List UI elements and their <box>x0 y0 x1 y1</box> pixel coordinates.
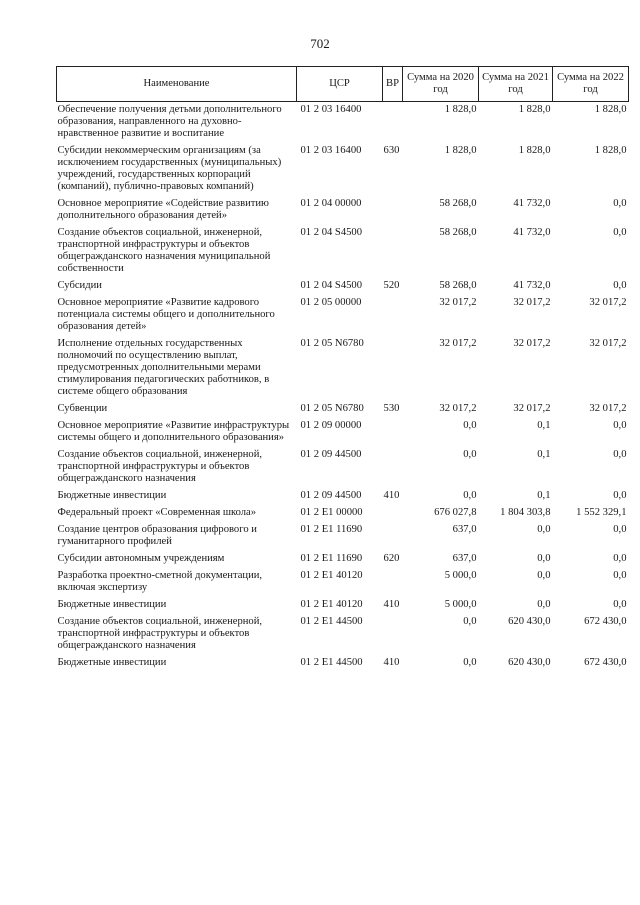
row-sum-2020: 676 027,8 <box>434 507 477 518</box>
row-sum-2022: 0,0 <box>613 524 627 535</box>
row-sum-2020: 5 000,0 <box>444 599 477 610</box>
row-csr: 01 2 09 44500 <box>300 449 362 460</box>
row-csr: 01 2 E1 11690 <box>300 524 363 535</box>
row-sum-2022: 0,0 <box>613 570 627 581</box>
row-sum-2021: 41 732,0 <box>513 227 551 238</box>
table-row <box>57 447 629 488</box>
row-sum-2022: 0,0 <box>613 280 627 291</box>
col-header-2020: Сумма на 2020 год <box>403 67 479 102</box>
table-row <box>57 401 629 418</box>
row-sum-2022: 0,0 <box>613 490 627 501</box>
row-name: Создание объектов социальной, инженерной, транспортной инфраструктуры и объектов общегражданского назначения <box>57 616 263 651</box>
row-name: Субсидии автономным учреждениям <box>57 553 225 564</box>
row-csr: 01 2 05 N6780 <box>300 403 364 414</box>
row-vr <box>383 225 403 278</box>
row-sum-2020: 637,0 <box>452 524 477 535</box>
row-sum-2020: 637,0 <box>452 553 477 564</box>
row-csr: 01 2 E1 00000 <box>300 507 363 518</box>
row-sum-2021: 0,1 <box>537 420 551 431</box>
row-csr: 01 2 E1 44500 <box>300 657 363 668</box>
col-header-2022: Сумма на 2022 год <box>553 67 629 102</box>
row-csr: 01 2 09 00000 <box>300 420 362 431</box>
row-sum-2021: 32 017,2 <box>513 338 551 349</box>
table-row <box>57 295 629 336</box>
table-row <box>57 336 629 401</box>
row-name: Создание центров образования цифрового и гуманитарного профилей <box>57 524 257 547</box>
table-row <box>57 568 629 597</box>
row-name: Субсидии некоммерческим организациям (за исключением государственных (муниципальных) учреждений, государственных корпораций (компаний), публично-правовых компаний) <box>57 145 282 192</box>
row-vr <box>383 505 403 522</box>
row-csr: 01 2 E1 11690 <box>300 553 363 564</box>
row-sum-2020: 1 828,0 <box>444 104 477 115</box>
col-header-2021: Сумма на 2021 год <box>479 67 553 102</box>
row-sum-2021: 0,0 <box>537 599 551 610</box>
table-header-row <box>57 67 629 102</box>
row-sum-2021: 1 828,0 <box>518 104 551 115</box>
row-sum-2020: 1 828,0 <box>444 145 477 156</box>
row-sum-2021: 1 804 303,8 <box>500 507 551 518</box>
table-row <box>57 143 629 196</box>
row-sum-2020: 0,0 <box>463 490 477 501</box>
row-sum-2022: 0,0 <box>613 449 627 460</box>
row-vr <box>383 614 403 655</box>
row-sum-2020: 0,0 <box>463 616 477 627</box>
row-sum-2020: 58 268,0 <box>439 198 477 209</box>
table-row <box>57 418 629 447</box>
row-vr: 410 <box>383 599 400 610</box>
row-sum-2020: 0,0 <box>463 449 477 460</box>
col-header-vr: ВР <box>383 67 403 102</box>
row-csr: 01 2 04 S4500 <box>300 280 363 291</box>
table-row <box>57 102 629 144</box>
row-sum-2022: 32 017,2 <box>589 297 627 308</box>
table-row <box>57 551 629 568</box>
row-name: Создание объектов социальной, инженерной, транспортной инфраструктуры и объектов общегражданского назначения муниципальной собственности <box>57 227 271 274</box>
row-name: Бюджетные инвестиции <box>57 657 167 668</box>
row-sum-2020: 5 000,0 <box>444 570 477 581</box>
row-vr: 630 <box>383 145 400 156</box>
table-row <box>57 614 629 655</box>
row-name: Бюджетные инвестиции <box>57 490 167 501</box>
row-sum-2022: 1 552 329,1 <box>576 507 627 518</box>
row-vr <box>383 418 403 447</box>
row-sum-2020: 32 017,2 <box>439 297 477 308</box>
row-sum-2021: 620 430,0 <box>508 657 551 668</box>
table-row <box>57 655 629 672</box>
table-row <box>57 522 629 551</box>
row-csr: 01 2 E1 40120 <box>300 599 363 610</box>
row-csr: 01 2 09 44500 <box>300 490 362 501</box>
row-csr: 01 2 05 00000 <box>300 297 362 308</box>
row-sum-2021: 0,1 <box>537 449 551 460</box>
row-sum-2021: 32 017,2 <box>513 297 551 308</box>
row-vr: 410 <box>383 657 400 668</box>
row-sum-2021: 0,0 <box>537 553 551 564</box>
row-vr <box>383 196 403 225</box>
row-sum-2020: 58 268,0 <box>439 280 477 291</box>
row-sum-2022: 672 430,0 <box>584 616 627 627</box>
row-sum-2022: 0,0 <box>613 553 627 564</box>
row-name: Основное мероприятие «Развитие инфраструктуры системы общего и дополнительного образования» <box>57 420 290 443</box>
row-sum-2022: 0,0 <box>613 198 627 209</box>
row-sum-2021: 0,0 <box>537 524 551 535</box>
row-name: Исполнение отдельных государственных полномочий по осуществлению выплат, предусмотренных дополнительными мерами стимулирования педагогических работников, в системе общего образования <box>57 338 270 397</box>
row-vr <box>383 447 403 488</box>
table-row <box>57 597 629 614</box>
row-csr: 01 2 E1 44500 <box>300 616 363 627</box>
row-sum-2020: 0,0 <box>463 657 477 668</box>
row-name: Федеральный проект «Современная школа» <box>57 507 257 518</box>
row-csr: 01 2 04 00000 <box>300 198 362 209</box>
row-sum-2020: 58 268,0 <box>439 227 477 238</box>
row-sum-2022: 32 017,2 <box>589 338 627 349</box>
row-name: Разработка проектно-сметной документации, включая экспертизу <box>57 570 263 593</box>
row-vr: 620 <box>383 553 400 564</box>
col-header-csr: ЦСР <box>297 67 383 102</box>
row-sum-2021: 0,1 <box>537 490 551 501</box>
row-csr: 01 2 05 N6780 <box>300 338 364 349</box>
row-sum-2021: 620 430,0 <box>508 616 551 627</box>
row-sum-2021: 41 732,0 <box>513 280 551 291</box>
row-name: Бюджетные инвестиции <box>57 599 167 610</box>
row-sum-2022: 0,0 <box>613 599 627 610</box>
row-name: Создание объектов социальной, инженерной, транспортной инфраструктуры и объектов общегражданского назначения <box>57 449 263 484</box>
row-vr <box>383 568 403 597</box>
row-vr <box>383 522 403 551</box>
row-vr <box>383 336 403 401</box>
row-sum-2022: 32 017,2 <box>589 403 627 414</box>
row-vr: 530 <box>383 403 400 414</box>
row-csr: 01 2 04 S4500 <box>300 227 363 238</box>
page-number: 702 <box>310 36 330 51</box>
row-sum-2022: 1 828,0 <box>594 104 627 115</box>
row-name: Субсидии <box>57 280 102 291</box>
row-name: Обеспечение получения детьми дополнительного образования, направленного на духовно-нравственное развитие и воспитание <box>57 104 282 139</box>
row-csr: 01 2 03 16400 <box>300 145 362 156</box>
row-sum-2020: 0,0 <box>463 420 477 431</box>
row-csr: 01 2 E1 40120 <box>300 570 363 581</box>
row-csr: 01 2 03 16400 <box>300 104 362 115</box>
row-name: Основное мероприятие «Содействие развитию дополнительного образования детей» <box>57 198 269 221</box>
row-sum-2020: 32 017,2 <box>439 403 477 414</box>
table-row <box>57 278 629 295</box>
table-row <box>57 505 629 522</box>
row-sum-2022: 1 828,0 <box>594 145 627 156</box>
row-sum-2022: 672 430,0 <box>584 657 627 668</box>
row-sum-2022: 0,0 <box>613 227 627 238</box>
row-sum-2021: 41 732,0 <box>513 198 551 209</box>
row-vr <box>383 102 403 144</box>
budget-table <box>56 66 629 672</box>
row-name: Основное мероприятие «Развитие кадрового потенциала системы общего и дополнительного образования детей» <box>57 297 275 332</box>
table-row <box>57 488 629 505</box>
row-sum-2021: 0,0 <box>537 570 551 581</box>
row-vr: 520 <box>383 280 400 291</box>
row-sum-2021: 1 828,0 <box>518 145 551 156</box>
row-name: Субвенции <box>57 403 108 414</box>
table-row <box>57 196 629 225</box>
row-vr <box>383 295 403 336</box>
row-sum-2020: 32 017,2 <box>439 338 477 349</box>
table-row <box>57 225 629 278</box>
row-sum-2021: 32 017,2 <box>513 403 551 414</box>
row-sum-2022: 0,0 <box>613 420 627 431</box>
col-header-name: Наименование <box>57 67 297 102</box>
row-vr: 410 <box>383 490 400 501</box>
